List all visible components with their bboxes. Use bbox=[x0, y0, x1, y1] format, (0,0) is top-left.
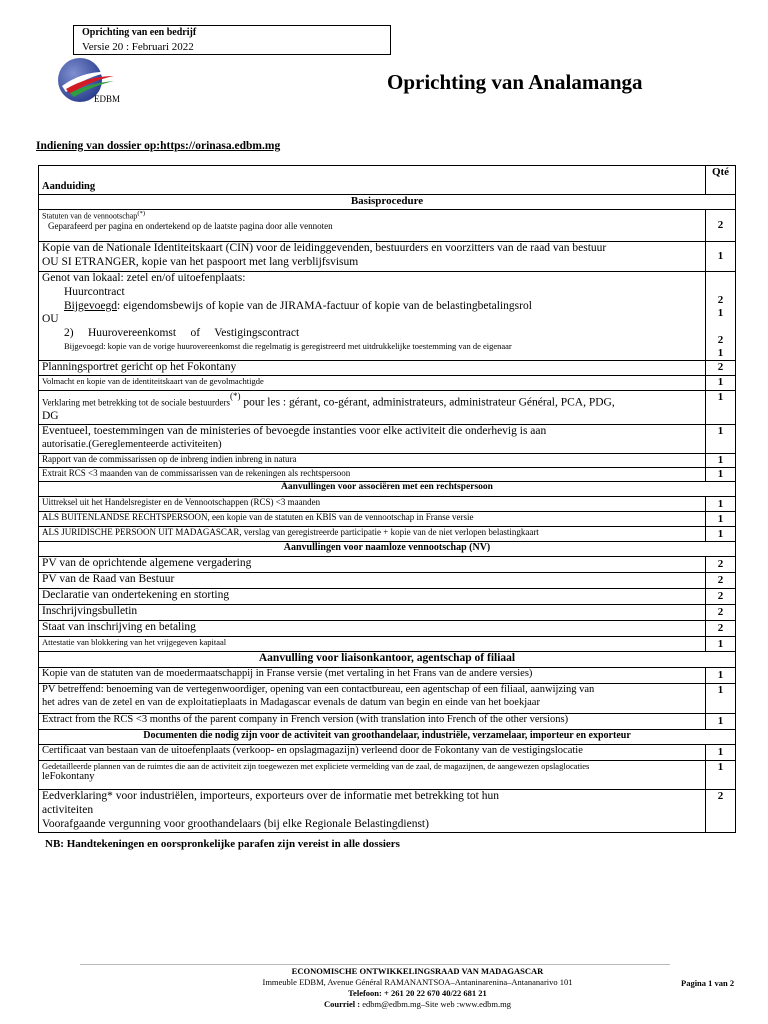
footer-divider bbox=[80, 964, 670, 965]
table-row bbox=[39, 468, 736, 482]
certificaat-label: Certificaat van bestaan van de uitoefenplaats (verkoop- en opslagmagazijn) verleend door de Fokontany van de vestigingslocatie bbox=[39, 745, 706, 761]
footer bbox=[80, 966, 755, 1010]
qty-value: 1 bbox=[706, 527, 736, 542]
section-nv: Aanvullingen voor naamloze vennootschap (NV) bbox=[39, 542, 736, 557]
section-basis: Basisprocedure bbox=[39, 195, 736, 210]
section-row bbox=[39, 195, 736, 210]
eedverklaring-label: Eedverklaring* voor industriëlen, importeurs, exporteurs over de informatie met betrekking tot hun bbox=[42, 790, 499, 803]
footer-org: ECONOMISCHE ONTWIKKELINGSRAAD VAN MADAGASCAR bbox=[291, 966, 544, 976]
document-version-box bbox=[73, 25, 391, 55]
qty-value: 2 bbox=[706, 621, 736, 637]
section-row bbox=[39, 482, 736, 497]
table-row bbox=[39, 589, 736, 605]
qty-value: 1 bbox=[706, 468, 736, 482]
logo-text: EDBM bbox=[94, 94, 121, 104]
qty-value: 1 bbox=[706, 424, 736, 453]
pv-oprichtende-label: PV van de oprichtende algemene vergadering bbox=[39, 557, 706, 573]
page-title: Oprichting van Analamanga bbox=[387, 70, 643, 94]
table-row bbox=[39, 497, 736, 512]
doc-version-label: Versie 20 : Februari 2022 bbox=[82, 41, 194, 53]
eedverklaring-detail: activiteiten bbox=[42, 804, 94, 817]
footer-courriel[interactable]: edbm@edbm.mg–Site web :www.edbm.mg bbox=[360, 999, 511, 1009]
col-qty-header: Qté bbox=[706, 166, 736, 195]
section-trade: Documenten die nodig zijn voor de activiteit van groothandelaar, industriële, verzamelaar, importeur en exporteur bbox=[39, 730, 736, 745]
volmacht-label: Volmacht en kopie van de identiteitskaart van de gevolmachtigde bbox=[39, 375, 706, 390]
genot-label: Genot van lokaal: zetel en/of uitoefenplaats: bbox=[42, 272, 246, 284]
table-row bbox=[39, 573, 736, 589]
qty-value: 2 bbox=[706, 790, 736, 833]
planning-label: Planningsportret gericht op het Fokontany bbox=[39, 360, 706, 375]
inschrijving-label: Inschrijvingsbulletin bbox=[39, 605, 706, 621]
qty-value: 1 bbox=[706, 668, 736, 684]
table-row bbox=[39, 512, 736, 527]
table-row bbox=[39, 605, 736, 621]
cin-alt: OU SI ETRANGER, kopie van het paspoort met lang verblijfsvisum bbox=[42, 255, 359, 268]
genot-option2: 2) Huurovereenkomst of Vestigingscontract bbox=[64, 327, 300, 340]
table-row bbox=[39, 790, 736, 833]
eventueel-label: Eventueel, toestemmingen van de ministeries of bevoegde instanties voor elke activiteit die onderhevig is aan bbox=[42, 424, 547, 437]
table-row bbox=[39, 684, 736, 714]
qty-value: 2 bbox=[706, 573, 736, 589]
cin-label: Kopie van de Nationale Identiteitskaart (CIN) voor de leidinggevenden, bestuurders en voorzitters van de raad van bestuur bbox=[42, 242, 607, 254]
page-number: Pagina 1 van 2 bbox=[681, 978, 735, 988]
qty-value: 2 bbox=[706, 557, 736, 573]
table-row bbox=[39, 375, 736, 390]
extract-rcs-label: Extract from the RCS <3 months of the parent company in French version (with translation into French of the other versions) bbox=[39, 714, 706, 730]
extrait-rcs-label: Extrait RCS <3 maanden van de commissarissen van de rekeningen als rechtspersoon bbox=[39, 468, 706, 482]
pv-betreffend-detail: het adres van de zetel en van de exploitatieplaats in Madagascar evenals de datum van begin en einde van het boekjaar bbox=[42, 696, 540, 708]
qty-value: 1 bbox=[706, 453, 736, 467]
eventueel-detail: autorisatie.(Gereglementeerde activiteiten) bbox=[42, 438, 222, 450]
qty-value: 1 bbox=[706, 497, 736, 512]
vergunning-label: Voorafgaande vergunning voor groothandelaars (bij elke Regionale Belastingdienst) bbox=[42, 817, 429, 830]
table-row bbox=[39, 745, 736, 761]
statuten-detail: Geparafeerd per pagina en ondertekend op de laatste pagina door alle vennoten bbox=[48, 221, 333, 232]
juridische-label: ALS JURIDISCHE PERSOON UIT MADAGASCAR, verslag van geregistreerde participatie + kopie van de niet verlopen belastingkaart bbox=[39, 527, 706, 542]
table-row bbox=[39, 453, 736, 467]
section-liaison: Aanvulling voor liaisonkantoor, agentschap of filiaal bbox=[39, 652, 736, 668]
table-row bbox=[39, 360, 736, 375]
table-row bbox=[39, 242, 736, 272]
qty-value: 2 bbox=[706, 589, 736, 605]
statuten-label: Statuten van de vennootschap bbox=[42, 211, 138, 221]
table-row bbox=[39, 424, 736, 453]
document-checklist-table bbox=[38, 165, 736, 833]
verklaring-label: Verklaring met betrekking tot de sociale bestuurders bbox=[42, 396, 230, 407]
qty-value: 1 bbox=[717, 306, 724, 319]
qty-value: 1 bbox=[706, 242, 736, 272]
staat-label: Staat van inschrijving en betaling bbox=[39, 621, 706, 637]
footer-courriel-label: Courriel : bbox=[324, 999, 361, 1009]
table-row bbox=[39, 272, 736, 361]
pv-betreffend-label: PV betreffend: benoeming van de vertegenwoordiger, opening van een contactbureau, een agentschap of een filiaal, aanwijzing van bbox=[42, 684, 595, 696]
uittreksel-label: Uittreksel uit het Handelsregister en de Vennootschappen (RCS) <3 maanden bbox=[39, 497, 706, 512]
qty-value: 1 bbox=[706, 512, 736, 527]
genot-huurcontract: Huurcontract bbox=[64, 285, 125, 298]
verklaring-dg: DG bbox=[42, 410, 59, 423]
section-row bbox=[39, 542, 736, 557]
section-row bbox=[39, 730, 736, 745]
table-row bbox=[39, 557, 736, 573]
footer-phone: Telefoon: + 261 20 22 670 40/22 681 21 bbox=[348, 988, 487, 998]
table-row bbox=[39, 668, 736, 684]
qty-value: 1 bbox=[706, 375, 736, 390]
qty-value: 1 bbox=[706, 745, 736, 761]
submission-label: Indiening van dossier op: bbox=[36, 140, 161, 152]
genot-ou: OU bbox=[42, 313, 59, 326]
table-row bbox=[39, 714, 736, 730]
qty-value: 2 bbox=[706, 210, 736, 242]
rapport-label: Rapport van de commissarissen op de inbreng indien inbreng in natura bbox=[39, 453, 706, 467]
attestatie-label: Attestatie van blokkering van het vrijgegeven kapitaal bbox=[39, 637, 706, 652]
qty-value: 2 bbox=[706, 360, 736, 375]
qty-value: 2 bbox=[706, 605, 736, 621]
qty-value: 1 bbox=[717, 346, 724, 359]
table-row bbox=[39, 527, 736, 542]
qty-value: 1 bbox=[706, 637, 736, 652]
buitenlandse-label: ALS BUITENLANDSE RECHTSPERSOON, een kopie van de statuten en KBIS van de vennootschap in Franse versie bbox=[39, 512, 706, 527]
section-assoc: Aanvullingen voor associëren met een rechtspersoon bbox=[39, 482, 736, 497]
gedetailleerde-label: Gedetailleerde plannen van de ruimtes die aan de activiteit zijn toegewezen met expliciete vermelding van de zaal, de magazijnen, de aangewezen opslaglocaties bbox=[42, 761, 590, 772]
table-row bbox=[39, 761, 736, 790]
col-designation-header: Aanduiding bbox=[39, 166, 706, 195]
table-row: Verklaring met betrekking tot de sociale bestuurders(*) pour les : gérant, co-gérant, administrateurs, administrateur Général, PCA, PDG, DG 1 bbox=[39, 390, 736, 424]
declaratie-label: Declaratie van ondertekening en storting bbox=[39, 589, 706, 605]
qty-value: 1 bbox=[706, 390, 736, 424]
genot-bijgevoegd: Bijgevoegd: eigendomsbewijs of kopie van de JIRAMA-factuur of kopie van de belastingbetalingsrol bbox=[64, 299, 532, 312]
qty-value: 1 bbox=[706, 761, 736, 790]
table-row bbox=[39, 637, 736, 652]
pv-raad-label: PV van de Raad van Bestuur bbox=[39, 573, 706, 589]
nb-note: NB: Handtekeningen en oorspronkelijke parafen zijn vereist in alle dossiers bbox=[45, 838, 400, 850]
table-row: Statuten van de vennootschap(*) Geparafeerd per pagina en ondertekend op de laatste pagina door alle vennoten 2 bbox=[39, 210, 736, 242]
table-row bbox=[39, 621, 736, 637]
section-row bbox=[39, 652, 736, 668]
qty-value: 2 bbox=[717, 294, 724, 306]
qty-value: 1 bbox=[706, 714, 736, 730]
doc-type-label: Oprichting van een bedrijf bbox=[82, 27, 197, 38]
genot-option2-detail: Bijgevoegd: kopie van de vorige huurovereenkomst die regelmatig is geregistreerd met uitdrukkelijke toestemming van de eigenaar bbox=[64, 340, 512, 351]
submission-line bbox=[36, 140, 280, 152]
qty-value: 1 bbox=[706, 684, 736, 714]
table-header-row bbox=[39, 166, 736, 195]
gedetailleerde-detail: leFokontany bbox=[42, 771, 95, 783]
qty-value: 2 bbox=[717, 334, 724, 347]
footer-address: Immeuble EDBM, Avenue Général RAMANANTSOA–Antaninarenina–Antananarivo 101 bbox=[262, 977, 573, 987]
kopie-statuten-label: Kopie van de statuten van de moedermaatschappij in Franse versie (met vertaling in het Frans van de andere versies) bbox=[39, 668, 706, 684]
submission-link[interactable]: https://orinasa.edbm.mg bbox=[160, 140, 281, 152]
